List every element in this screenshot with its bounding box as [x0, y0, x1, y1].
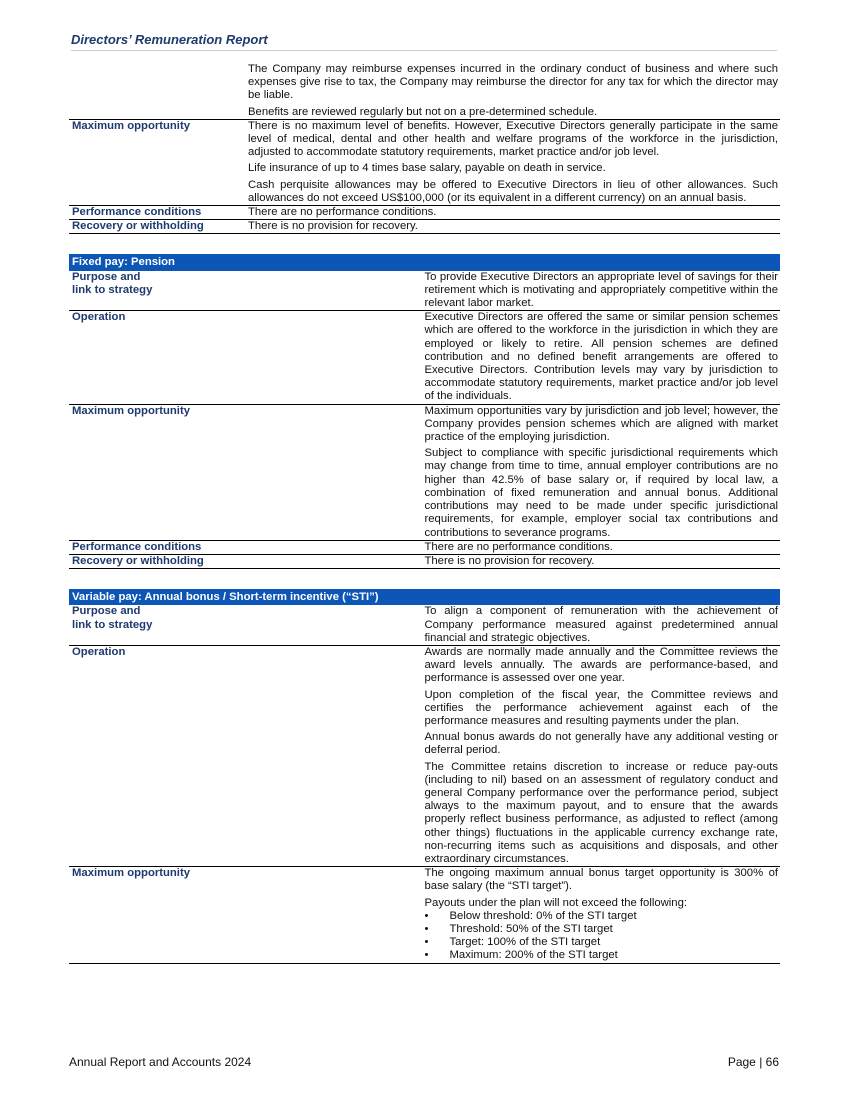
list-item: • Maximum: 200% of the STI target [425, 949, 779, 962]
sti-section-title: Variable pay: Annual bonus / Short-term incentive (“STI”) [69, 589, 780, 605]
sti-operation-text [425, 645, 781, 866]
sti-purpose-text: To align a component of remuneration with the achievement of Company performance measured against predetermined annual financial and strategic objectives. [424, 605, 778, 644]
footer-page-number: Page | 66 [727, 1055, 779, 1069]
sti-table [69, 589, 780, 963]
benefits-intro [248, 63, 780, 119]
sti-max-label: Maximum opportunity [69, 867, 425, 963]
sti-purpose-label-2: link to strategy [72, 618, 153, 631]
pension-table [69, 254, 780, 569]
pension-recovery-label: Recovery or withholding [69, 554, 425, 568]
benefits-perf-text: There are no performance conditions. [248, 206, 780, 220]
pension-section-title: Fixed pay: Pension [69, 254, 780, 270]
pension-max-p1: Maximum opportunities vary by jurisdiction and job level; however, the Company provides pension schemes which are aligned with market practice of the employing jurisdiction. [424, 404, 778, 444]
pension-operation-text: Executive Directors are offered the same or similar pension schemes which are offered to the workforce in the jurisdiction in which they are employed or likely to retire. All pension schemes are defined contribution and no defined benefit arrangements are offered to Executive Directors. Contribution levels may vary by jurisdiction to accommodate statutory requirements, market practice and/or job level of the individuals. [424, 311, 778, 403]
remuneration-policy-table [69, 63, 780, 964]
benefits-max-p3: Cash perquisite allowances may be offered to Executive Directors in lieu of other allowances. Such allowances do not exceed US$100,000 (or its equivalent in a different currency) on an annual basis. [248, 178, 778, 204]
pension-max-text [425, 404, 781, 540]
benefits-max-p1: There is no maximum level of benefits. However, Executive Directors generally participate in the same level of medical, dental and other health and welfare programs of the workforce in the jurisdiction, adjusted to accommodate statutory requirements, market practice and/or job level. [248, 119, 778, 159]
pension-purpose-label-2: link to strategy [72, 283, 153, 296]
page-header-title: Directors’ Remuneration Report [71, 32, 268, 47]
blank-label [69, 63, 248, 119]
pension-recovery-text: There is no provision for recovery. [425, 554, 781, 568]
sti-operation-p1: Awards are normally made annually and the Committee reviews the award levels annually. The awards are performance-based, and performance is assessed over one year. [424, 645, 778, 685]
benefits-recovery-label: Recovery or withholding [69, 220, 248, 234]
pension-operation-label: Operation [69, 311, 425, 404]
list-item: • Target: 100% of the STI target [425, 936, 779, 949]
benefits-intro-p2: Benefits are reviewed regularly but not on a pre-determined schedule. [248, 105, 598, 118]
sti-operation-p2: Upon completion of the fiscal year, the Committee reviews and certifies the performance achievement against each of the performance measures and resulting payments under the plan. [424, 688, 778, 727]
sti-max-p2: Payouts under the plan will not exceed the following: [424, 896, 688, 909]
sti-purpose-label-1: Purpose and [72, 605, 141, 618]
sti-operation-p3: Annual bonus awards do not generally have any additional vesting or deferral period. [424, 731, 778, 757]
list-item: • Below threshold: 0% of the STI target [425, 910, 779, 923]
pension-max-label: Maximum opportunity [69, 404, 425, 540]
sti-purpose-label [69, 605, 425, 645]
benefits-recovery-text: There is no provision for recovery. [248, 220, 780, 234]
benefits-table [69, 63, 780, 234]
list-item: • Threshold: 50% of the STI target [425, 923, 779, 936]
sti-max-text [425, 867, 781, 963]
pension-purpose-label-1: Purpose and [72, 270, 141, 283]
benefits-intro-p1: The Company may reimburse expenses incurred in the ordinary conduct of business and where such expenses give rise to tax, the Company may reimburse the director for any tax for which the director may be liable. [248, 63, 778, 102]
benefits-perf-label: Performance conditions [69, 206, 248, 220]
benefits-max-p2: Life insurance of up to 4 times base salary, payable on death in service. [248, 162, 606, 175]
sti-operation-label: Operation [69, 645, 425, 866]
pension-perf-label: Performance conditions [69, 540, 425, 554]
pension-max-p2: Subject to compliance with specific jurisdictional requirements which may change from time to time, annual employer contributions are no higher than 42.5% of base salary or, if required by local law, a combination of fixed remuneration and annual bonus. Additional contributions may need to be made under specific jurisdictional requirements, for example, employer social tax contributions and contributions to severance programs. [424, 447, 778, 539]
benefits-max-label: Maximum opportunity [69, 119, 248, 205]
sti-payout-list [425, 910, 779, 963]
pension-purpose-text: To provide Executive Directors an appropriate level of savings for their retirement which is motivating and appropriately competitive within the relevant labor market. [424, 270, 778, 310]
pension-perf-text: There are no performance conditions. [425, 540, 781, 554]
benefits-max-text [248, 119, 780, 205]
sti-operation-p4: The Committee retains discretion to increase or reduce pay-outs (including to nil) based on an assessment of regulatory conduct and general Company performance over the performance period, subject always to the maximum payout, and to ensure that the awards properly reflect business performance, as adjusted to reflect (among other things) fluctuations in the applicable currency exchange rate, non-recurring items such as acquisitions and disposals, and other extraordinary circumstances. [424, 760, 778, 865]
sti-max-p1: The ongoing maximum annual bonus target opportunity is 300% of base salary (the “STI target”). [424, 867, 778, 893]
header-rule [71, 50, 777, 51]
footer-report-title: Annual Report and Accounts 2024 [69, 1055, 252, 1069]
pension-purpose-label [69, 271, 425, 311]
